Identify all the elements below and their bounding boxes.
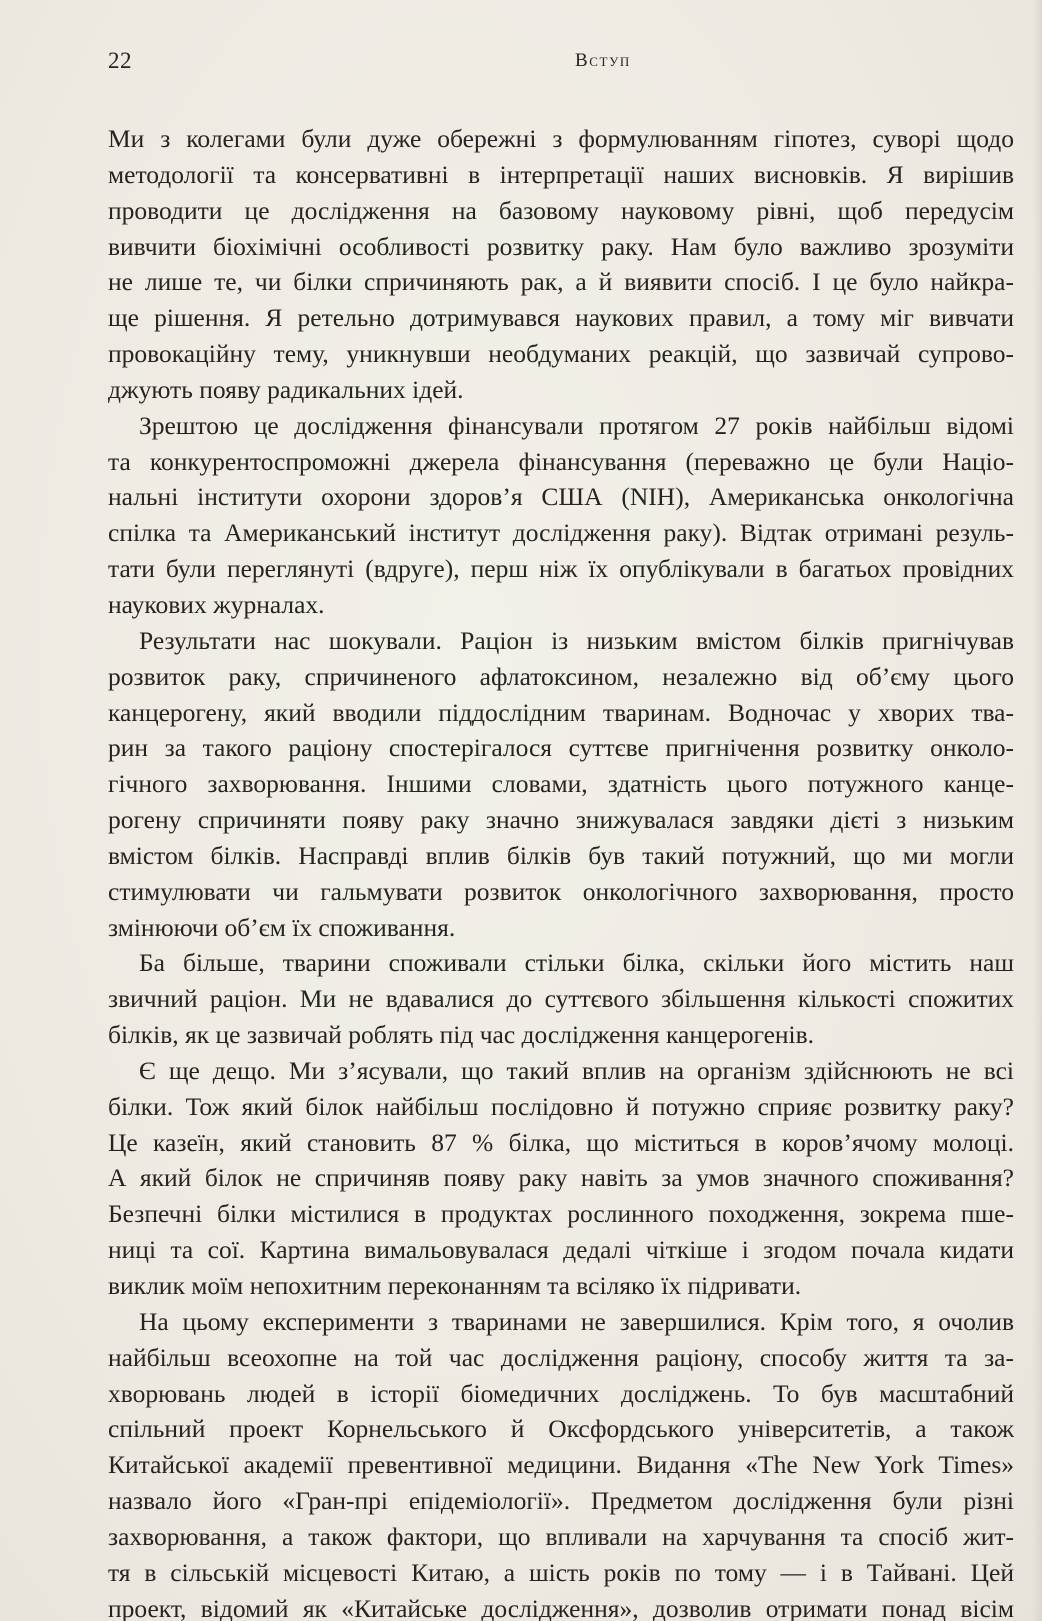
text-line: Результати нас шокували. Раціон із низьким вмістом білків пригнічував bbox=[139, 625, 1014, 655]
text-line: Ба більше, тварини споживали стільки білка, скільки його містить наш bbox=[139, 948, 1014, 978]
text-line: методології та консервативні в інтерпретації наших висновків. Я вирішив bbox=[108, 159, 1014, 189]
paragraph bbox=[108, 1053, 1014, 1304]
text-line: рин за такого раціону спостерігалося суттєве пригнічення розвитку онколо- bbox=[108, 733, 1014, 763]
text-line: звичний раціон. Ми не вдавалися до суттєвого збільшення кількості спожитих bbox=[108, 984, 1014, 1014]
text-line: наукових журналах. bbox=[108, 589, 325, 619]
paragraph bbox=[108, 121, 1014, 408]
text-line: ще рішення. Я ретельно дотримувався наукових правил, а тому міг вивчати bbox=[108, 303, 1014, 333]
paragraph bbox=[108, 408, 1014, 623]
text-line: А який білок не спричиняв появу раку навіть за умов значного споживання? bbox=[108, 1163, 1014, 1193]
text-line: вмістом білків. Насправді вплив білків був такий потужний, що ми могли bbox=[108, 840, 1014, 870]
text-line: проект, відомий як «Китайське дослідження», дозволив отримати понад вісім bbox=[108, 1593, 1014, 1621]
text-line: не лише те, чи білки спричиняють рак, а й виявити спосіб. І це було найкра- bbox=[108, 267, 1014, 297]
text-line: Ми з колегами були дуже обережні з формулюванням гіпотез, суворі щодо bbox=[108, 124, 1014, 153]
text-line: тати були переглянуті (вдруге), перш ніж їх опублікували в багатьох провідних bbox=[108, 554, 1014, 584]
text-line: ниці та сої. Картина вимальовувалася дедалі чіткіше і згодом почала кидати bbox=[108, 1235, 1014, 1265]
text-line: Є ще дещо. Ми з’ясували, що такий вплив на організм здійснюють не всі bbox=[139, 1055, 1014, 1085]
text-line: вивчити біохімічні особливості розвитку раку. Нам було важливо зрозуміти bbox=[108, 231, 1014, 261]
page-number: 22 bbox=[108, 48, 132, 73]
paragraph bbox=[108, 945, 1014, 1053]
running-head: Вступ bbox=[575, 50, 631, 71]
text-line: білки. Тож який білок найбільш послідовно й потужно сприяє розвитку раку? bbox=[108, 1091, 1014, 1121]
text-line: спілка та Американський інститут дослідження раку). Відтак отримані резуль- bbox=[108, 518, 1014, 548]
text-line: змінюючи об’єм їх споживання. bbox=[108, 912, 456, 942]
text-line: Китайської академії превентивної медицини. Видання «The New York Times» bbox=[108, 1450, 1014, 1480]
paragraph bbox=[108, 1304, 1014, 1621]
text-line: Це казеїн, який становить 87 % білка, що міститься в коров’ячому молоці. bbox=[108, 1127, 1014, 1157]
text-line: проводити це дослідження на базовому науковому рівні, щоб передусім bbox=[108, 195, 1014, 225]
text-line: Зрештою це дослідження фінансували протягом 27 років найбільш відомі bbox=[139, 410, 1014, 440]
text-line: хворювань людей в історії біомедичних досліджень. То був масштабний bbox=[108, 1378, 1014, 1408]
text-line: На цьому експерименти з тваринами не завершилися. Крім того, я очолив bbox=[139, 1306, 1014, 1336]
text-line: та конкурентоспроможні джерела фінансування (переважно це були Націо- bbox=[108, 446, 1014, 476]
text-line: нальні інститути охорони здоров’я США (NIH), Американська онкологічна bbox=[108, 482, 1014, 512]
text-line: назвало його «Гран-прі епідеміології». Предметом дослідження були різні bbox=[108, 1486, 1014, 1516]
text-line: розвиток раку, спричиненого афлатоксином, незалежно від об’єму цього bbox=[108, 661, 1014, 691]
text-line: канцерогену, який вводили піддослідним тваринам. Водночас у хворих тва- bbox=[108, 697, 1014, 727]
paragraph bbox=[108, 623, 1014, 946]
text-line: Безпечні білки містилися в продуктах рослинного походження, зокрема пше- bbox=[108, 1199, 1014, 1229]
text-line: рогену спричиняти появу раку значно знижувалася завдяки дієті з низьким bbox=[108, 805, 1014, 835]
text-line: найбільш всеохопне на той час дослідження раціону, способу життя та за- bbox=[108, 1342, 1014, 1372]
text-line: білків, як це зазвичай роблять під час дослідження канцерогенів. bbox=[108, 1020, 815, 1050]
text-line: тя в сільській місцевості Китаю, а шість років по тому — і в Тайвані. Цей bbox=[108, 1557, 1014, 1587]
text-line: виклик моїм непохитним переконанням та всіляко їх підривати. bbox=[108, 1271, 802, 1300]
text-line: джують появу радикальних ідей. bbox=[108, 374, 464, 404]
text-line: гічного захворювання. Іншими словами, здатність цього потужного канце- bbox=[108, 769, 1014, 799]
text-line: захворювання, а також фактори, що впливали на харчування та спосіб жит- bbox=[108, 1521, 1014, 1551]
text-line: стимулювати чи гальмувати розвиток онкологічного захворювання, просто bbox=[108, 876, 1014, 906]
body-text bbox=[108, 121, 1014, 1621]
text-line: провокаційну тему, уникнувши необдуманих реакцій, що зазвичай супрово- bbox=[108, 339, 1014, 369]
text-line: спільний проект Корнельського й Оксфордського університетів, а також bbox=[108, 1414, 1014, 1444]
